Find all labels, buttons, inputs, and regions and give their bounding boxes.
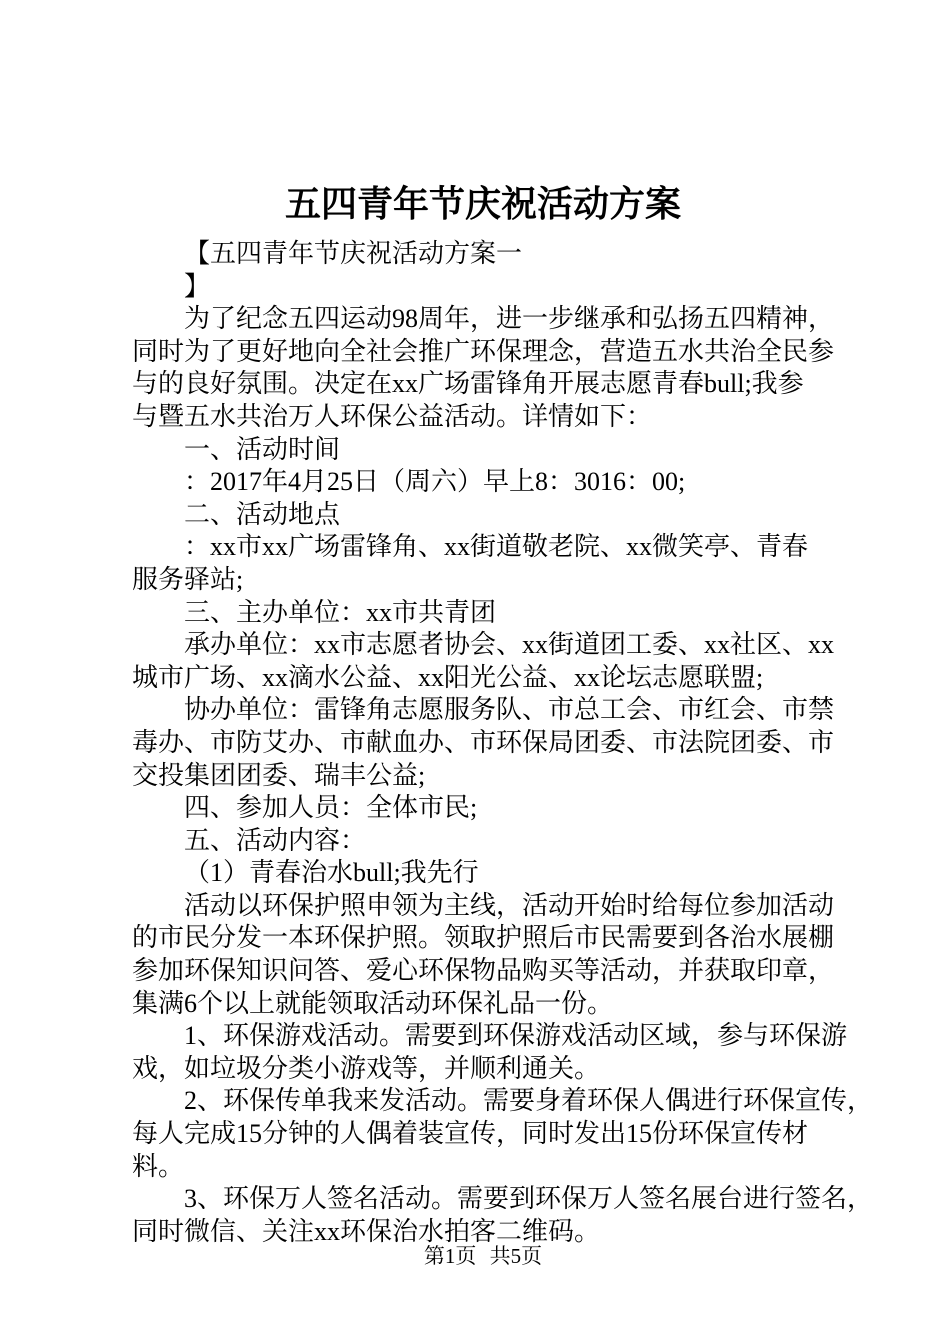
document-text-line: 四、参加人员：全体市民; [184, 793, 478, 823]
document-text-line: 】 [184, 271, 211, 301]
document-text-line: 的市民分发一本环保护照。领取护照后市民需要到各治水展棚 [132, 923, 835, 953]
document-text-line: 同时为了更好地向全社会推广环保理念，营造五水共治全民参 [132, 336, 835, 366]
document-text-line: 与的良好氛围。决定在xx广场雷锋角开展志愿青春bull;我参 [132, 369, 804, 399]
document-text-line: 为了纪念五四运动98周年，进一步继承和弘扬五四精神， [184, 304, 835, 334]
document-text-line: ：2017年4月25日（周六）早上8：3016：00; [184, 467, 686, 497]
document-text-line: 一、活动时间 [184, 434, 341, 464]
document-text-line: ：xx市xx广场雷锋角、xx街道敬老院、xx微笑亭、青春 [184, 532, 809, 562]
document-text-line: 2、环保传单我来发活动。需要身着环保人偶进行环保宣传， [184, 1086, 874, 1116]
document-text-line: 五、活动内容： [184, 825, 367, 855]
document-text-line: 三、主办单位：xx市共青团 [184, 597, 497, 627]
document-text-line: 料。 [132, 1151, 185, 1181]
document-text-line: 同时微信、关注xx环保治水拍客二维码。 [132, 1216, 601, 1246]
document-text-line: 协办单位：雷锋角志愿服务队、市总工会、市红会、市禁 [184, 695, 835, 725]
document-body [132, 238, 874, 1248]
page-number-footer: 第1页 共5页 [423, 1244, 543, 1268]
document-text-line: 承办单位：xx市志愿者协会、xx街道团工委、xx社区、xx [184, 630, 835, 660]
document-text-line: 二、活动地点 [184, 499, 341, 529]
document-text-line: 交投集团团委、瑞丰公益; [132, 760, 426, 790]
document-text-line: 集满6个以上就能领取活动环保礼品一份。 [132, 988, 614, 1018]
document-text-line: 【五四青年节庆祝活动方案一 [184, 239, 523, 268]
document-text-line: 服务驿站; [132, 564, 244, 594]
document-title: 五四青年节庆祝活动方案 [284, 184, 681, 224]
document-text-line: （1）青春治水bull;我先行 [184, 858, 479, 888]
document-text-line: 1、环保游戏活动。需要到环保游戏活动区域，参与环保游 [184, 1021, 848, 1051]
document-text-line: 与暨五水共治万人环保公益活动。详情如下： [132, 401, 653, 431]
document-text-line: 每人完成15分钟的人偶着装宣传，同时发出15份环保宣传材 [132, 1119, 809, 1149]
document-text-line: 参加环保知识问答、爱心环保物品购买等活动，并获取印章， [132, 956, 835, 986]
document-text-line: 3、环保万人签名活动。需要到环保万人签名展台进行签名， [184, 1184, 874, 1214]
document-text-line: 城市广场、xx滴水公益、xx阳光公益、xx论坛志愿联盟; [132, 662, 764, 692]
document-text-line: 戏，如垃圾分类小游戏等，并顺利通关。 [132, 1053, 601, 1083]
document-text-line: 毒办、市防艾办、市献血办、市环保局团委、市法院团委、市 [132, 727, 835, 757]
document-text-line: 活动以环保护照申领为主线，活动开始时给每位参加活动 [184, 890, 835, 920]
